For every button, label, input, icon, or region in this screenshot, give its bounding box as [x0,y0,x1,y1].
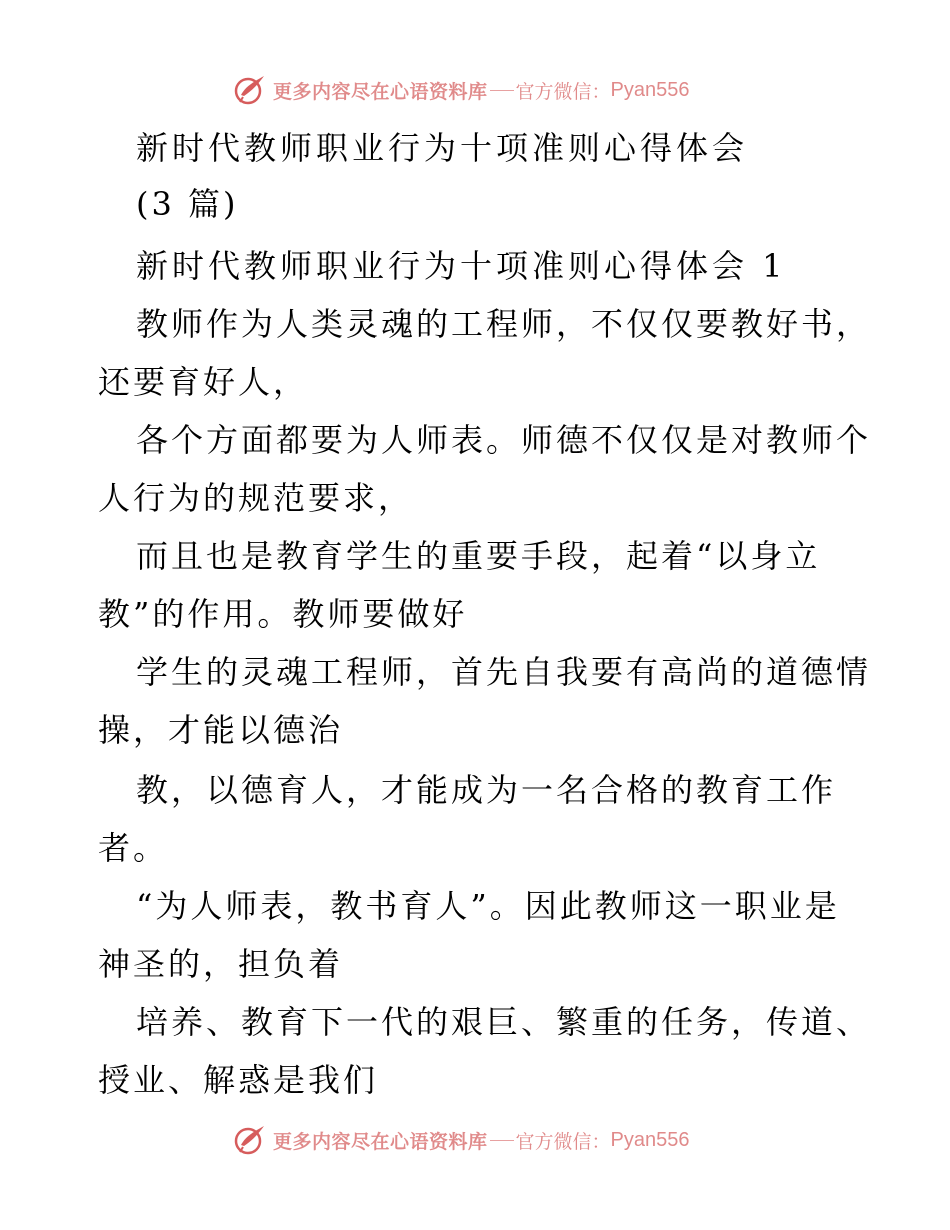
text-line: 教，以德育人，才能成为一名合格的教育工作 [136,771,837,809]
quill-circle-logo-icon [233,1123,267,1157]
header-watermark [233,70,690,110]
watermark-dash [490,1140,514,1141]
text-line: 者。 [98,829,169,867]
text-line: 人行为的规范要求， [98,479,414,517]
text-line: 还要育好人， [98,363,309,401]
text-line: 操，才能以德治 [98,711,344,749]
text-line: “为人师表，教书育人”。因此教师这一职业是 [136,887,840,925]
text-line: 神圣的，担负着 [98,945,344,983]
document-title: 新时代教师职业行为十项准则心得体会 [136,129,749,167]
watermark-wechat-label: 官方微信： [515,1130,611,1153]
document-subtitle: (3 篇) [136,185,239,223]
watermark-wechat-label: 官方微信： [515,80,611,103]
footer-watermark [233,1120,690,1160]
text-line: 教师作为人类灵魂的工程师，不仅仅要教好书， [136,305,872,343]
text-line: 授业、解惑是我们 [98,1061,379,1099]
text-line: 而且也是教育学生的重要手段，起着“以身立 [136,537,821,575]
text-line: 培养、教育下一代的艰巨、繁重的任务，传道、 [136,1003,872,1041]
watermark-wechat-id: Pyan556 [610,1128,690,1151]
text-line: 教”的作用。教师要做好 [98,595,468,633]
quill-circle-logo-icon [233,73,267,107]
watermark-wechat-id: Pyan556 [610,78,690,101]
text-line: 各个方面都要为人师表。师德不仅仅是对教师个 [136,421,872,459]
watermark-dash [490,90,514,91]
watermark-site-text: 更多内容尽在心语资料库 [273,80,488,103]
watermark-site-text: 更多内容尽在心语资料库 [273,1130,488,1153]
text-line: 学生的灵魂工程师，首先自我要有高尚的道德情 [136,653,872,691]
section-heading: 新时代教师职业行为十项准则心得体会 1 [136,247,787,285]
